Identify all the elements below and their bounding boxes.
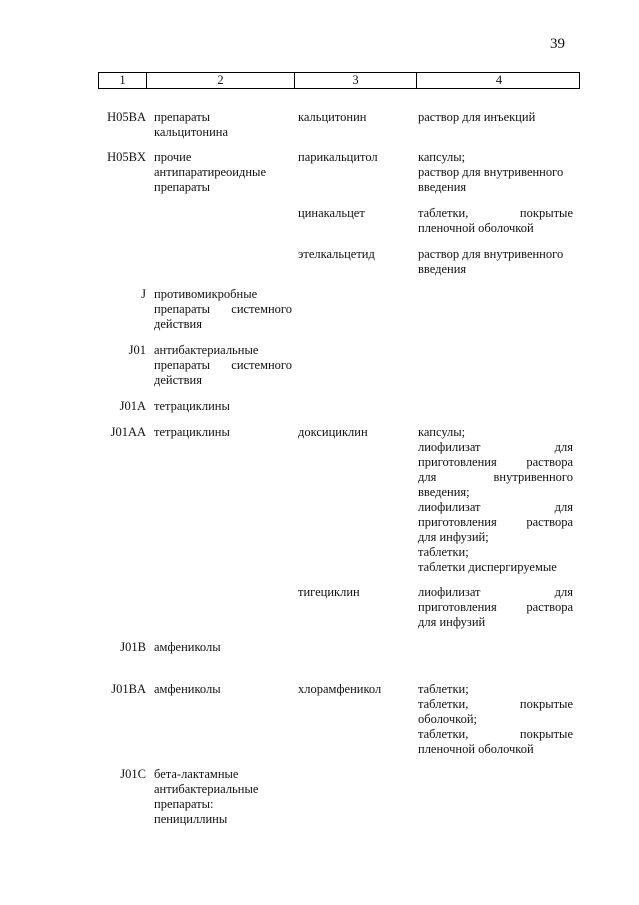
group-line: действия	[154, 317, 202, 331]
atc-code: J	[141, 287, 146, 301]
group-line: амфениколы	[154, 682, 221, 696]
form-line: введения	[418, 180, 467, 194]
form-line: лиофилизат для	[418, 585, 573, 599]
group-name	[154, 343, 292, 388]
drug-name: тигециклин	[298, 585, 360, 599]
drug-name: цинакальцет	[298, 206, 365, 220]
dosage-forms	[418, 206, 573, 236]
group-name	[154, 150, 292, 195]
group-name	[154, 682, 292, 697]
form-line: пленочной оболочкой	[418, 221, 534, 235]
atc-code: J01	[128, 343, 146, 357]
form-line: капсулы;	[418, 425, 466, 439]
page-number: 39	[550, 36, 565, 52]
form-line: для инфузий;	[418, 530, 489, 544]
atc-code: J01AA	[110, 425, 146, 439]
form-line: таблетки, покрытые	[418, 697, 573, 711]
drug-name: хлорамфеникол	[298, 682, 382, 696]
form-line: для инфузий	[418, 615, 486, 629]
form-line: таблетки, покрытые	[418, 206, 573, 220]
group-line: антибактериальные	[154, 782, 259, 796]
group-line: препараты	[154, 110, 211, 124]
column-header-2: 2	[146, 73, 294, 88]
group-line: бета-лактамные	[154, 767, 239, 781]
group-line: тетрациклины	[154, 425, 230, 439]
drug-name: парикальцитол	[298, 150, 378, 164]
dosage-forms	[418, 425, 573, 575]
group-name	[154, 767, 292, 827]
form-line: раствор для инъекций	[418, 110, 536, 124]
form-line: лиофилизат для	[418, 440, 573, 454]
atc-code: J01BA	[111, 682, 146, 696]
form-line: таблетки диспергируемые	[418, 560, 557, 574]
drug-name: доксициклин	[298, 425, 368, 439]
form-line: приготовления раствора	[418, 600, 573, 614]
group-line: препараты:	[154, 797, 214, 811]
group-name	[154, 399, 292, 414]
column-header-1: 1	[119, 73, 126, 87]
form-line: пленочной оболочкой	[418, 742, 534, 756]
form-line: таблетки;	[418, 682, 469, 696]
group-line: прочие	[154, 150, 192, 164]
form-line: раствор для внутривенного	[418, 165, 564, 179]
group-line: препараты системного	[154, 302, 292, 316]
group-name	[154, 425, 292, 440]
form-line: введения	[418, 262, 467, 276]
atc-code: J01C	[120, 767, 146, 781]
dosage-forms	[418, 585, 573, 630]
group-name	[154, 287, 292, 332]
drug-name: этелкальцетид	[298, 247, 375, 261]
dosage-forms	[418, 110, 573, 125]
dosage-forms	[418, 150, 573, 195]
form-line: оболочкой;	[418, 712, 477, 726]
group-name	[154, 640, 292, 655]
form-line: таблетки;	[418, 545, 469, 559]
group-line: кальцитонина	[154, 125, 229, 139]
form-line: таблетки, покрытые	[418, 727, 573, 741]
form-line: введения;	[418, 485, 470, 499]
atc-code: J01A	[119, 399, 146, 413]
form-line: приготовления раствора	[418, 455, 573, 469]
atc-code: H05BX	[107, 150, 146, 164]
group-line: пенициллины	[154, 812, 228, 826]
dosage-forms	[418, 247, 573, 277]
group-line: амфениколы	[154, 640, 221, 654]
atc-code: J01B	[120, 640, 146, 654]
atc-code: H05BA	[107, 110, 146, 124]
drug-name: кальцитонин	[298, 110, 367, 124]
form-line: капсулы;	[418, 150, 466, 164]
form-line: для внутривенного	[418, 470, 573, 484]
column-header-3: 3	[294, 73, 416, 88]
group-line: антипаратиреоидные	[154, 165, 266, 179]
dosage-forms	[418, 682, 573, 757]
group-line: антибактериальные	[154, 343, 259, 357]
group-line: препараты системного	[154, 358, 292, 372]
form-line: раствор для внутривенного	[418, 247, 564, 261]
group-name	[154, 110, 292, 140]
column-header-row	[98, 72, 580, 89]
group-line: действия	[154, 373, 202, 387]
column-header-4: 4	[416, 73, 581, 88]
form-line: лиофилизат для	[418, 500, 573, 514]
group-line: противомикробные	[154, 287, 258, 301]
form-line: приготовления раствора	[418, 515, 573, 529]
group-line: тетрациклины	[154, 399, 230, 413]
group-line: препараты	[154, 180, 211, 194]
